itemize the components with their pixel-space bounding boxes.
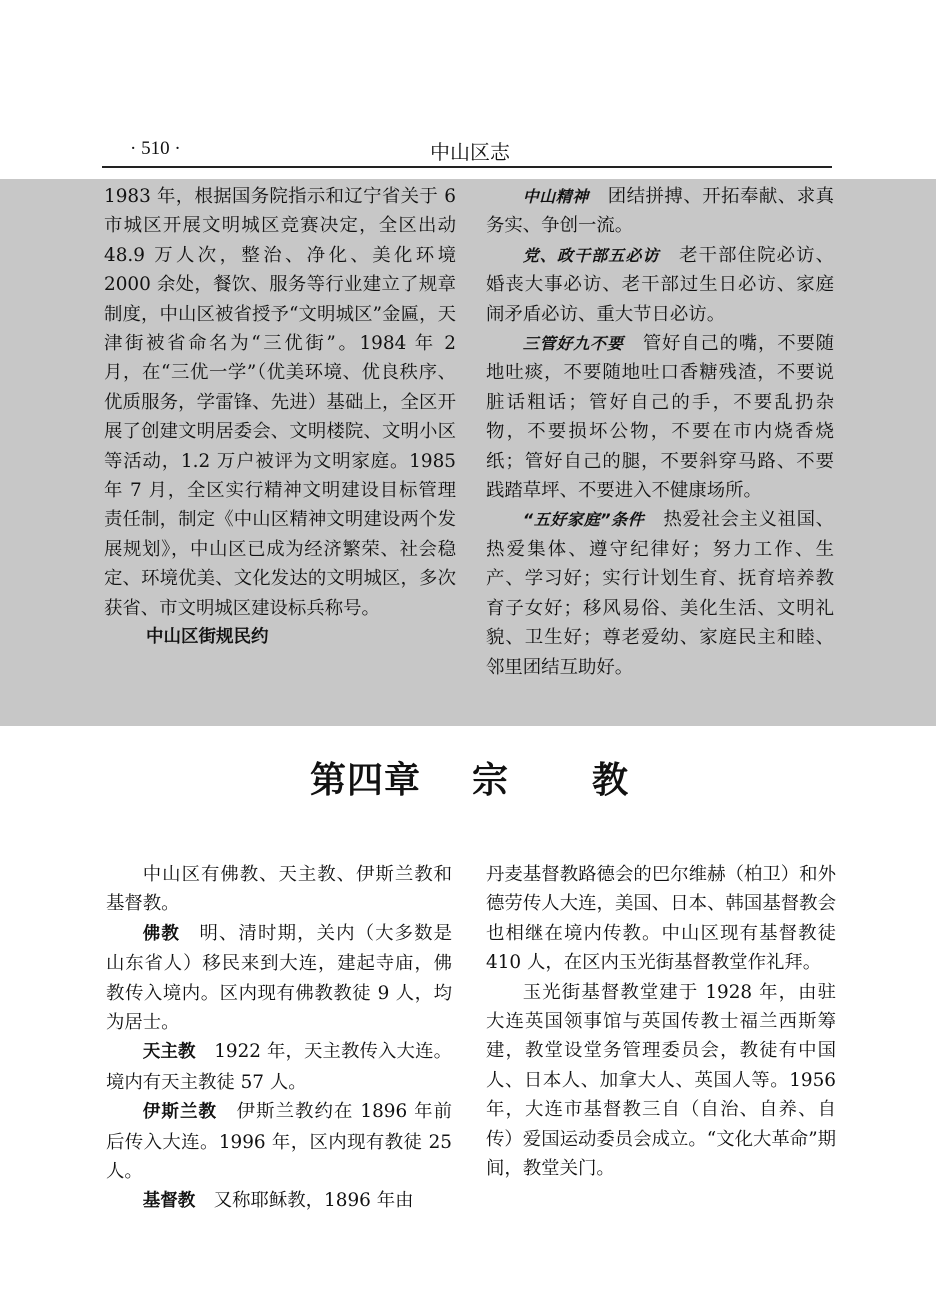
header-rule: [102, 166, 832, 168]
religion-entry: [106, 1097, 452, 1186]
upper-right-column: [486, 182, 834, 682]
upper-left-column: [104, 182, 456, 653]
rule-item: [486, 329, 834, 505]
body-paragraph: 玉光街基督教堂建于 1928 年，由驻大连英国领事馆与英国传教士福兰西斯筹建，教堂设堂务管理委员会，教徒有中国人、日本人、加拿大人、英国人等。1956 年，大连市基督教三自（自治、自养、自传）爱国运动委员会成立。“文化大革命”期间，教堂关门。: [486, 981, 836, 1180]
rule-title: 中山精神: [522, 187, 589, 206]
intro-paragraph: 中山区有佛教、天主教、伊斯兰教和基督教。: [106, 864, 452, 915]
rule-item: [486, 241, 834, 329]
book-title: 中山区志: [430, 140, 510, 164]
page-number: · 510 ·: [130, 138, 181, 159]
religion-text: 明、清时期，关内（大多数是山东省人）移民来到大连，建起寺庙，佛教传入境内。区内现有佛教教徒 9 人，均为居士。: [106, 922, 452, 1034]
rule-item: [486, 505, 834, 681]
chapter-title-char: 教: [592, 760, 630, 801]
religion-title: 基督教: [142, 1191, 196, 1212]
religion-text: 又称耶稣教，1896 年由: [213, 1190, 414, 1212]
rule-text: 老干部住院必访、婚丧大事必访、老干部过生日必访、家庭闹矛盾必访、重大节日必访。: [486, 244, 834, 325]
rule-title: 三管好九不要: [522, 334, 624, 354]
religion-text: 伊斯兰教约在 1896 年前后传入大连。1996 年，区内现有教徒 25 人。: [106, 1101, 452, 1183]
lower-left-column: [106, 860, 452, 1217]
religion-entry: [106, 1037, 452, 1097]
religion-title: 天主教: [142, 1042, 196, 1063]
religion-title: 佛教: [142, 923, 181, 944]
religion-text: 1922 年，天主教传入大连。境内有天主教徒 57 人。: [106, 1041, 452, 1093]
rule-text: 热爱社会主义祖国、热爱集体、遵守纪律好；努力工作、生产、学习好；实行计划生育、抚育培养教育子女好；移风易俗、美化生活、文明礼貌、卫生好；尊老爱幼、家庭民主和睦、邻里团结互助好。: [486, 509, 834, 678]
rule-text: 团结拼搏、开拓奉献、求真务实、争创一流。: [486, 186, 834, 237]
rule-title: 党、政干部五必访: [522, 245, 660, 265]
rule-title: “五好家庭”条件: [522, 510, 645, 530]
rule-item: [486, 182, 834, 241]
body-paragraph: 丹麦基督教路德会的巴尔维赫（柏卫）和外德劳传人大连，美国、日本、韩国基督教会也相继在境内传教。中山区现有基督教徒 410 人，在区内玉光街基督教堂作礼拜。: [486, 864, 836, 974]
rule-text: 管好自己的嘴，不要随地吐痰，不要随地吐口香糖残渣，不要说脏话粗话；管好自己的手，不要乱扔杂物，不要损坏公物，不要在市内烧香烧纸；管好自己的腿，不要斜穿马路、不要践踏草坪、不要进入不健康场所。: [486, 333, 834, 502]
section-heading: 中山区街规民约: [146, 627, 269, 648]
religion-entry: [106, 1186, 452, 1216]
running-header: [102, 136, 832, 166]
religion-title: 伊斯兰教: [142, 1102, 218, 1123]
body-paragraph: 1983 年，根据国务院指示和辽宁省关于 6 市城区开展文明城区竞赛决定，全区出动 48.9 万人次，整治、净化、美化环境 2000 余处，餐饮、服务等行业建立了规章制度，中山区被省授予“文明城区”金匾，天津街被省命名为“三优街”。1984 年 2 月，在“三优一学”（优美环境、优良秩序、优质服务，学雷锋、先进）基础上，全区开展了创建文明居委会、文明楼院、文明小区等活动，1.2 万户被评为文明家庭。1985 年 7 月，全区实行精神文明建设目标管理责任制，制定《中山区精神文明建设两个发展规划》，中山区已成为经济繁荣、社会稳定、环境优美、文化发达的文明城区，多次获省、市文明城区建设标兵称号。: [104, 186, 456, 619]
chapter-number: 第四章: [310, 760, 422, 801]
religion-entry: [106, 919, 452, 1038]
lower-right-column: [486, 860, 836, 1183]
chapter-title-char: 宗: [472, 760, 510, 801]
